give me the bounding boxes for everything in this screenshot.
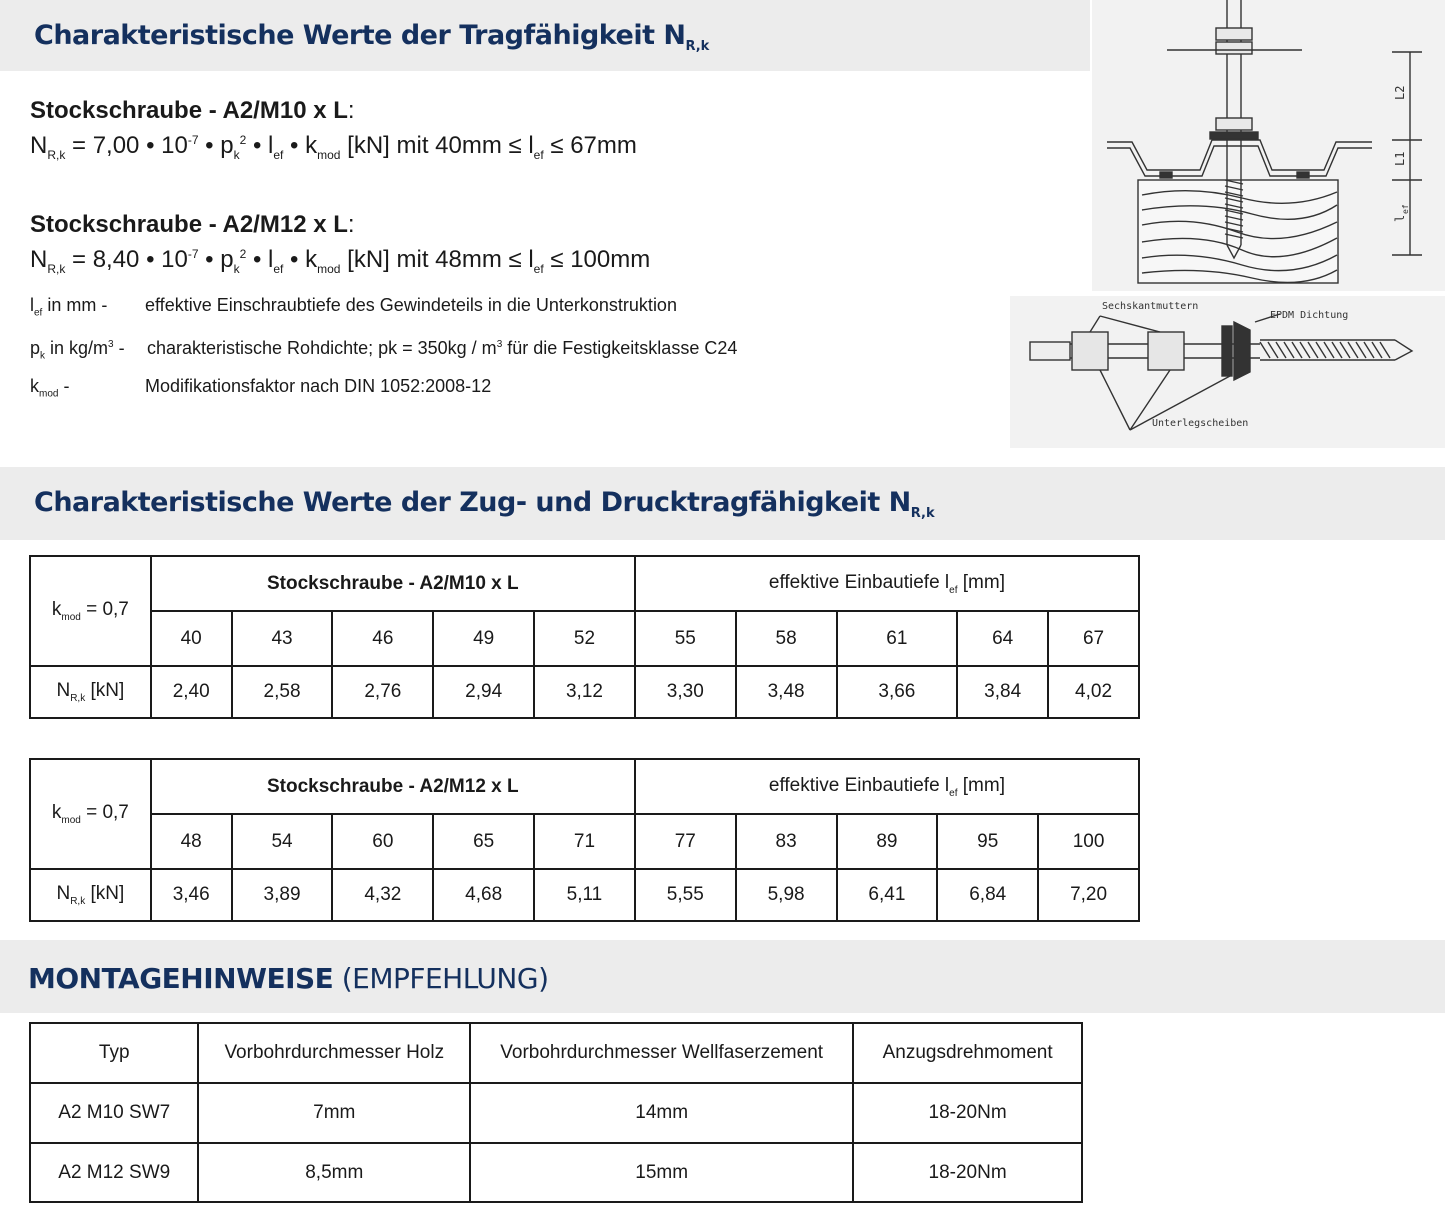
legend-row-lef: $l_{ef}$ in mm - effektive Einschraubtiefe des Gewindeteils in die Unterkonstruktion [30, 295, 677, 319]
depth-cell: 49 [433, 611, 534, 666]
depth-cell: 43 [232, 611, 333, 666]
formula-m10: $N_{R,k} = 7,00$ • $10^{-7}$ • $p_k^2$ • $l_{ef}$ • $k_{mod}$ [kN] mit $40mm \le l_{ef} \le 67mm$ [30, 132, 637, 162]
value-cell: 3,48 [736, 666, 837, 718]
section-band-tension [0, 467, 1445, 540]
formula-block-m10: Stockschraube - A2/M10 x L: $N_{R,k} = 7,00$ • $10^{-7}$ • $p_k^2$ • $l_{ef}$ • $k_{mod}$ [kN] mit $40mm \le l_{ef} \le 67mm$ [30, 97, 637, 170]
header-type: Typ [30, 1023, 198, 1083]
mounting-table [29, 1022, 1083, 1203]
depth-cell: 77 [635, 814, 736, 869]
section-title-tension: Charakteristische Werte der Zug- und Drucktragfähigkeit $N_{R,k}$ [34, 487, 935, 521]
callout-hex-nuts: Sechskantmuttern [1102, 301, 1199, 312]
cell-predrill-fibercement: 14mm [470, 1083, 853, 1143]
cell-torque: 18-20Nm [853, 1143, 1082, 1202]
depth-cell: 65 [433, 814, 534, 869]
depth-cell: 71 [534, 814, 635, 869]
depth-cell: 83 [736, 814, 837, 869]
value-cell: 3,89 [232, 869, 333, 921]
value-cell: 4,02 [1048, 666, 1139, 718]
depth-row [30, 611, 1139, 666]
depth-cell: 55 [635, 611, 736, 666]
row-label-nrk: $N_{R,k}$ [kN] [30, 666, 151, 718]
depth-cell: 48 [151, 814, 232, 869]
cell-predrill-fibercement: 15mm [470, 1143, 853, 1202]
table-title-m10: Stockschraube - A2/M10 x L [151, 556, 635, 611]
formula-heading-m12: Stockschraube - A2/M12 x L [30, 211, 348, 238]
symbol-legend [30, 290, 737, 410]
value-cell: 2,76 [332, 666, 433, 718]
screw-detail-svg [1010, 296, 1445, 448]
value-cell: 3,66 [837, 666, 958, 718]
header-predrill-wood: Vorbohrdurchmesser Holz [198, 1023, 470, 1083]
value-cell: 3,84 [957, 666, 1048, 718]
cell-type: A2 M12 SW9 [30, 1143, 198, 1202]
value-cell: 6,41 [837, 869, 938, 921]
value-cell: 6,84 [937, 869, 1038, 921]
depth-cell: 40 [151, 611, 232, 666]
capacity-table-m10 [29, 555, 1140, 719]
mounting-section-svg [1092, 0, 1445, 291]
value-cell: 2,58 [232, 666, 333, 718]
depth-row [30, 814, 1139, 869]
formula-heading-m10: Stockschraube - A2/M10 x L [30, 97, 348, 124]
callout-washers: Unterlegscheiben [1152, 418, 1249, 429]
formula-m12: $N_{R,k} = 8,40$ • $10^{-7}$ • $p_k^2$ • $l_{ef}$ • $k_{mod}$ [kN] mit $48mm \le l_{ef} \le 100mm$ [30, 246, 651, 276]
legend-row-pk: $p_k$ in $kg/m^3$ - charakteristische Rohdichte; pk = $350kg / m^3$ für die Festigkeitsklasse C24 [30, 337, 738, 362]
header-predrill-fibercement: Vorbohrdurchmesser Wellfaserzement [470, 1023, 853, 1083]
kmod-cell: $k_{mod} = 0,7$ [30, 759, 151, 869]
dim-label-l1: L1 [1393, 151, 1407, 166]
table-title-m12: Stockschraube - A2/M12 x L [151, 759, 635, 814]
screw-detail-drawing [1010, 296, 1445, 448]
section-band-mounting [0, 940, 1445, 1013]
depth-cell: 58 [736, 611, 837, 666]
mounting-section-drawing [1092, 0, 1445, 291]
section-title-capacity: Charakteristische Werte der Tragfähigkeit $N_{R,k}$ [34, 20, 710, 54]
section-band-capacity [0, 0, 1090, 71]
header-torque: Anzugsdrehmoment [853, 1023, 1082, 1083]
depth-cell: 64 [957, 611, 1048, 666]
depth-cell: 95 [937, 814, 1038, 869]
depth-cell: 100 [1038, 814, 1139, 869]
value-cell: 5,11 [534, 869, 635, 921]
formula-block-m12: Stockschraube - A2/M12 x L: $N_{R,k} = 8,40$ • $10^{-7}$ • $p_k^2$ • $l_{ef}$ • $k_{mod}$ [kN] mit $48mm \le l_{ef} \le 100mm$ [30, 211, 650, 284]
table-row [30, 1143, 1082, 1202]
value-cell: 2,40 [151, 666, 232, 718]
cell-predrill-wood: 7mm [198, 1083, 470, 1143]
value-cell: 5,55 [635, 869, 736, 921]
cell-type: A2 M10 SW7 [30, 1083, 198, 1143]
depth-header: effektive Einbautiefe $l_{ef}$ [mm] [635, 556, 1139, 611]
depth-header: effektive Einbautiefe $l_{ef}$ [mm] [635, 759, 1139, 814]
dim-label-lef: l [1393, 214, 1407, 222]
cell-predrill-wood: 8,5mm [198, 1143, 470, 1202]
dim-label-l2: L2 [1393, 85, 1407, 100]
section-title-mounting: MONTAGEHINWEISE (EMPFEHLUNG) [28, 962, 549, 995]
value-cell: 3,12 [534, 666, 635, 718]
depth-cell: 52 [534, 611, 635, 666]
depth-cell: 61 [837, 611, 958, 666]
value-cell: 3,46 [151, 869, 232, 921]
value-row [30, 869, 1139, 921]
value-cell: 4,32 [332, 869, 433, 921]
value-cell: 2,94 [433, 666, 534, 718]
capacity-table-m12 [29, 758, 1140, 922]
value-row [30, 666, 1139, 718]
value-cell: 5,98 [736, 869, 837, 921]
dim-label-lef-sub: ef [1401, 204, 1410, 214]
table-row [30, 1083, 1082, 1143]
depth-cell: 89 [837, 814, 938, 869]
row-label-nrk: $N_{R,k}$ [kN] [30, 869, 151, 921]
depth-cell: 67 [1048, 611, 1139, 666]
value-cell: 3,30 [635, 666, 736, 718]
cell-torque: 18-20Nm [853, 1083, 1082, 1143]
kmod-cell: $k_{mod} = 0,7$ [30, 556, 151, 666]
depth-cell: 60 [332, 814, 433, 869]
callout-epdm-seal: EPDM Dichtung [1270, 310, 1349, 321]
value-cell: 4,68 [433, 869, 534, 921]
value-cell: 7,20 [1038, 869, 1139, 921]
mounting-header-row [30, 1023, 1082, 1083]
legend-row-kmod: $k_{mod}$ - Modifikationsfaktor nach DIN 1052:2008-12 [30, 376, 492, 400]
depth-cell: 46 [332, 611, 433, 666]
depth-cell: 54 [232, 814, 333, 869]
